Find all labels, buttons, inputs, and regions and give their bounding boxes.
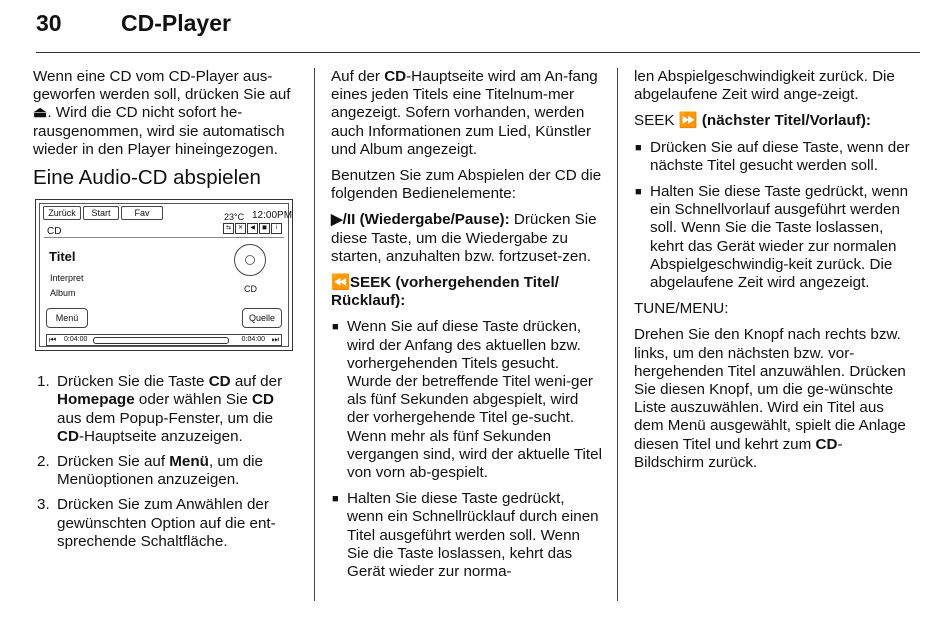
steps-list [33,373,299,551]
disc-icon [234,244,266,276]
tune-menu-heading: TUNE/MENU: [634,300,729,318]
disc-label: CD [244,284,257,295]
screen-separator [44,237,284,238]
rewind-icon: ◀ [247,223,258,234]
control-icons [223,223,282,234]
track-title: Titel [49,249,76,265]
album-label: Album [50,288,76,299]
next-track-icon: ⏭ [271,335,279,345]
tab-start: Start [83,206,119,220]
progress-track [93,337,229,344]
list-item: ■ Halten Sie diese Taste gedrückt, wenn ein Schnellrücklauf durch einen Titel ausgeführt werden soll. Wenn Sie die Taste loslassen, kehrt das Gerät wieder zur norma- [331,490,603,581]
total-time: 0:04:00 [241,336,265,344]
eject-icon: ⏏ [33,104,48,122]
scan-icon: ◼ [259,223,270,234]
play-pause-icon: ▶/II [331,211,356,229]
intro-paragraph: Wenn eine CD vom CD-Player aus-geworfen werden soll, drücken Sie auf ⏏. Wird die CD nicht sofort he-rausgenommen, wird sie automatisch wieder in den Player hineingezogen. [33,68,291,158]
column-1 [33,68,299,558]
tab-fav: Fav [121,206,163,220]
list-item: ■ Drücken Sie auf diese Taste, wenn der nächste Titel gesucht werden soll. [634,139,910,175]
repeat-icon: ✕ [235,223,246,234]
previous-track-icon: ⏮ [49,335,57,345]
page-number: 30 [36,10,62,36]
seek-back-heading: ⏪SEEK (vorhergehenden Titel/ Rücklauf): [331,274,559,310]
seek-forward-list [634,139,910,293]
artist-label: Interpret [50,273,84,284]
paragraph: Auf der CD-Hauptseite wird am An-fang eines jeden Titels eine Titelnum-mer angezeigt. Sofern vorhanden, werden auch Informationen zum Lied, Künstler und Album angezeigt. [331,68,598,158]
info-icon: i [271,223,282,234]
shuffle-icon: ⇆ [223,223,234,234]
list-item: ■ Wenn Sie auf diese Taste drücken, wird der Anfang des aktuellen bzw. vorhergehenden Titels gesucht. Wurde der betreffende Titel weni-ger als fünf Sekunden abgespielt, wird der vorhergehende Titel ge-sucht. Wenn mehr als fünf Sekunden vergangen sind, wird der aktuelle Titel von vorn ab-gespielt. [331,318,603,482]
header-rule [36,52,920,53]
chapter-title: CD-Player [121,10,231,36]
list-item: ■ Halten Sie diese Taste gedrückt, wenn ein Schnellvorlauf ausgeführt werden soll. Wenn Sie die Taste loslassen, kehrt das Gerät wieder zur normalen Abspielgeschwindig-keit zurück. Die abgelaufene Zeit wird angezeigt. [634,183,910,292]
screen-frame [39,203,293,347]
source-button: Quelle [242,308,282,328]
cd-screen-illustration [35,199,293,351]
play-pause-paragraph: ▶/II (Wiedergabe/Pause): Drücken Sie diese Taste, um die Wiedergabe zu starten, anzuhalten bzw. fortzuset-zen. [331,211,597,265]
source-label: CD [47,226,62,238]
column-divider [314,68,315,601]
column-divider [617,68,618,601]
menu-button: Menü [46,308,88,328]
column-2 [331,68,603,589]
clock: 12:00PM [252,210,293,222]
list-item: 2. Drücken Sie auf Menü, um die Menüoptionen anzuzeigen. [37,453,263,489]
seek-back-list [331,318,603,581]
seek-forward-heading: SEEK ⏩ (nächster Titel/Vorlauf): [634,112,871,130]
tune-menu-paragraph: Drehen Sie den Knopf nach rechts bzw. links, um den nächsten bzw. vor-hergehenden Titel anzuwählen. Drücken Sie diesen Knopf, um die ge-wünschte Liste auszuwählen. Wird ein Titel aus dem Menü ausgewählt, spielt die Anlage diesen Titel und kehrt zum CD-Bildschirm zurück. [634,326,906,471]
continued-paragraph: len Abspielgeschwindigkeit zurück. Die abgelaufene Zeit wird ange-zeigt. [634,68,895,104]
progress-bar [46,334,282,346]
tab-back: Zurück [43,206,81,220]
column-3 [634,68,910,480]
elapsed-time: 0:04:00 [64,336,88,344]
list-item: 3. Drücken Sie zum Anwählen der gewünschten Option auf die ent-sprechende Schaltfläche. [37,496,276,550]
temperature: 23°C [224,212,245,223]
page-header [36,8,918,48]
paragraph: Benutzen Sie zum Abspielen der CD die folgenden Bedienelemente: [331,167,602,203]
section-heading: Eine Audio-CD abspielen [33,166,261,190]
list-item: 1. Drücken Sie die Taste CD auf der Homepage oder wählen Sie CD aus dem Popup-Fenster, um die CD-Hauptseite anzuzeigen. [37,373,283,445]
